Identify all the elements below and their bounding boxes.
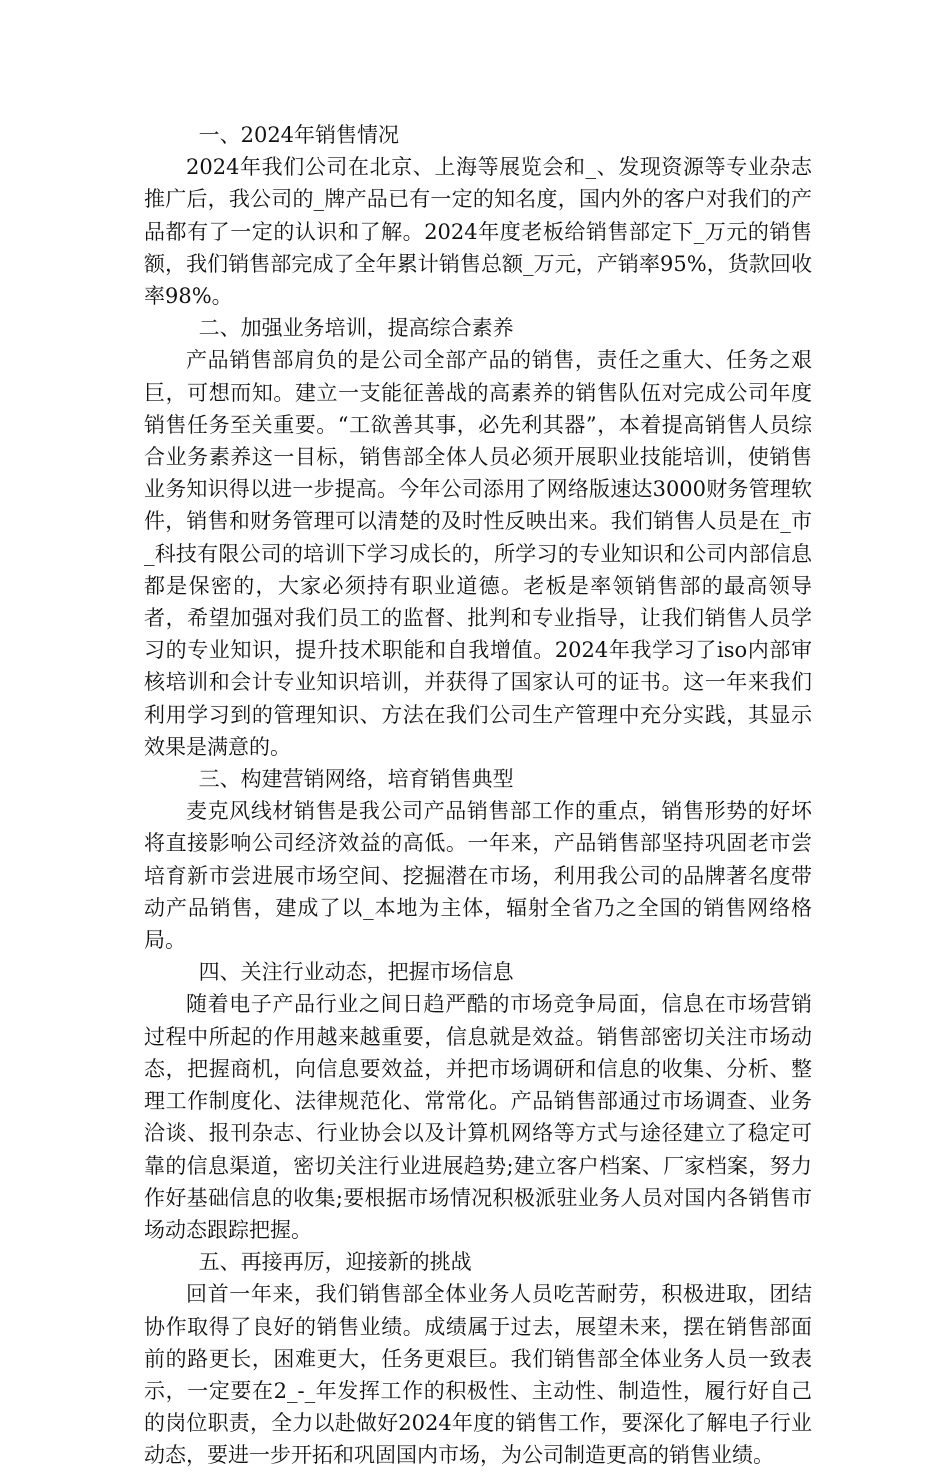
section-3-paragraph: 麦克风线材销售是我公司产品销售部工作的重点，销售形势的好坏将直接影响公司经济效益的高低。一年来，产品销售部坚持巩固老市尝培育新市尝进展市场空间、挖掘潜在市场，利用我公司的品牌著名度带动产品销售，建成了以_本地为主体，辐射全省乃之全国的销售网络格局。 <box>144 799 812 953</box>
section-4-paragraph: 随着电子产品行业之间日趋严酷的市场竞争局面，信息在市场营销过程中所起的作用越来越重要，信息就是效益。销售部密切关注市场动态，把握商机，向信息要效益，并把市场调研和信息的收集、分析、整理工作制度化、法律规范化、常常化。产品销售部通过市场调查、业务洽谈、报刊杂志、行业协会以及计算机网络等方式与途径建立了稳定可靠的信息渠道，密切关注行业进展趋势;建立客户档案、厂家档案，努力作好基础信息的收集;要根据市场情况积极派驻业务人员对国内各销售市场动态跟踪把握。 <box>144 992 812 1242</box>
section-2-paragraph: 产品销售部肩负的是公司全部产品的销售，责任之重大、任务之艰巨，可想而知。建立一支能征善战的高素养的销售队伍对完成公司年度销售任务至关重要。“工欲善其事，必先利其器”，本着提高销售人员综合业务素养这一目标，销售部全体人员必须开展职业技能培训，使销售业务知识得以进一步提高。今年公司添用了网络版速达3000财务管理软件，销售和财务管理可以清楚的及时性反映出来。我们销售人员是在_市_科技有限公司的培训下学习成长的，所学习的专业知识和公司内部信息都是保密的，大家必须持有职业道德。老板是率领销售部的最高领导者，希望加强对我们员工的监督、批判和专业指导，让我们销售人员学习的专业知识，提升技术职能和自我增值。2024年我学习了iso内部审核培训和会计专业知识培训，并获得了国家认可的证书。这一年来我们利用学习到的管理知识、方法在我们公司生产管理中充分实践，其显示效果是满意的。 <box>144 348 812 759</box>
section-5-paragraph: 回首一年来，我们销售部全体业务人员吃苦耐劳，积极进取，团结协作取得了良好的销售业绩。成绩属于过去，展望未来，摆在销售部面前的路更长，困难更大，任务更艰巨。我们销售部全体业务人员一致表示，一定要在2_-_年发挥工作的积极性、主动性、制造性，履行好自己的岗位职责，全力以赴做好2024年度的销售工作，要深化了解电子行业动态，要进一步开拓和巩固国内市场，为公司制造更高的销售业绩。 <box>144 1282 812 1468</box>
document-body <box>144 119 812 1472</box>
section-heading-5: 五、再接再厉，迎接新的挑战 <box>198 1250 472 1275</box>
section-1-paragraph: 2024年我们公司在北京、上海等展览会和_、发现资源等专业杂志推广后，我公司的_牌产品已有一定的知名度，国内外的客户对我们的产品都有了一定的认识和了解。2024年度老板给销售部定下_万元的销售额，我们销售部完成了全年累计销售总额_万元，产销率95%，货款回收率98%。 <box>144 155 812 309</box>
section-heading-2: 二、加强业务培训，提高综合素养 <box>198 316 514 341</box>
section-heading-3: 三、构建营销网络，培育销售典型 <box>198 767 514 792</box>
section-heading-1: 一、2024年销售情况 <box>198 123 400 147</box>
section-heading-4: 四、关注行业动态，把握市场信息 <box>198 960 514 985</box>
